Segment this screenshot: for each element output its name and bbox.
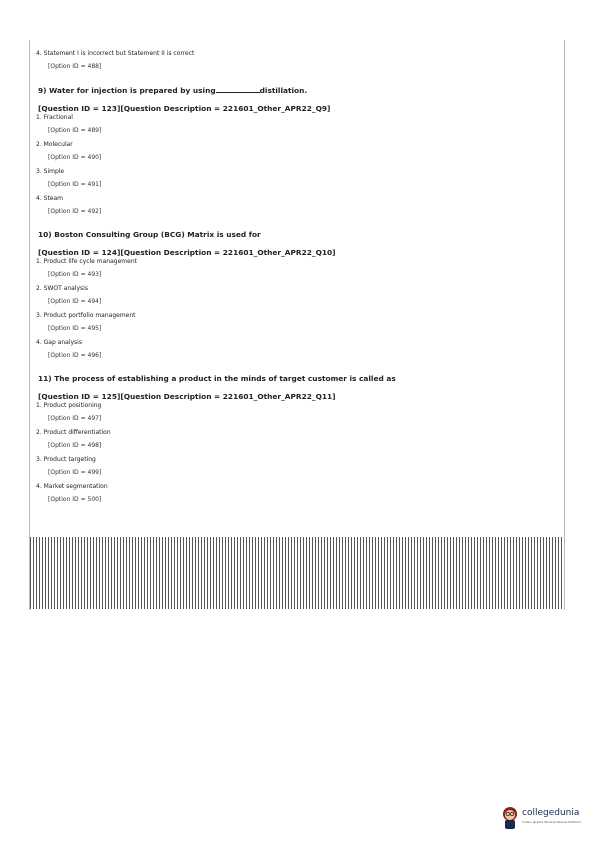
q10-option-4: 4. Gap analysis — [36, 339, 82, 346]
q9-title — [38, 85, 564, 96]
q9-option-3: 3. Simple — [36, 168, 65, 175]
q10-option-1: 1. Product life cycle management — [36, 258, 137, 265]
q9-title-before: 9) Water for injection is prepared by using — [38, 86, 216, 95]
question-paper-sheet — [29, 40, 565, 610]
q9-option-1: 1. Fractional — [36, 114, 73, 121]
q9-meta: [Question ID = 123][Question Description = 221601_Other_APR22_Q9] — [38, 104, 331, 113]
q10-option-4-id: [Option ID = 496] — [48, 352, 102, 359]
collegedunia-logo — [500, 803, 595, 833]
q9-option-3-id: [Option ID = 491] — [48, 181, 102, 188]
barcode-strip — [30, 537, 564, 609]
q9-blank — [216, 85, 260, 93]
q11-option-3: 3. Product targeting — [36, 456, 96, 463]
q9-option-4-id: [Option ID = 492] — [48, 208, 102, 215]
q11-option-2-id: [Option ID = 498] — [48, 442, 102, 449]
questions-content — [30, 50, 564, 510]
q10-option-3: 3. Product portfolio management — [36, 312, 136, 319]
logo-tagline: India's largest Student Review Platform — [522, 820, 582, 824]
q11-option-2: 2. Product differentiation — [36, 429, 111, 436]
q10-option-3-id: [Option ID = 495] — [48, 325, 102, 332]
q10-option-2: 2. SWOT analysis — [36, 285, 88, 292]
q10-option-2-id: [Option ID = 494] — [48, 298, 102, 305]
q9-title-after: distillation. — [259, 86, 308, 95]
q11-meta: [Question ID = 125][Question Description = 221601_Other_APR22_Q11] — [38, 392, 336, 401]
q9-option-4: 4. Steam — [36, 195, 64, 202]
q11-option-4-id: [Option ID = 500] — [48, 496, 102, 503]
logo-text: collegedunia — [522, 808, 580, 818]
q11-option-1: 1. Product positioning — [36, 402, 102, 409]
q10-title: 10) Boston Consulting Group (BCG) Matrix is used for — [38, 230, 261, 239]
q10-option-1-id: [Option ID = 493] — [48, 271, 102, 278]
q9-option-2-id: [Option ID = 490] — [48, 154, 102, 161]
q8-option-4: 4. Statement I is incorrect but Statement II is correct — [36, 50, 195, 57]
q11-option-3-id: [Option ID = 499] — [48, 469, 102, 476]
q11-option-4: 4. Market segmentation — [36, 483, 108, 490]
q11-option-1-id: [Option ID = 497] — [48, 415, 102, 422]
q10-meta: [Question ID = 124][Question Description = 221601_Other_APR22_Q10] — [38, 248, 336, 257]
q11-title: 11) The process of establishing a product in the minds of target customer is called as — [38, 374, 396, 383]
mascot-icon — [500, 805, 520, 831]
q9-option-2: 2. Molecular — [36, 141, 73, 148]
q9-option-1-id: [Option ID = 489] — [48, 127, 102, 134]
q8-option-4-id: [Option ID = 488] — [48, 63, 102, 70]
